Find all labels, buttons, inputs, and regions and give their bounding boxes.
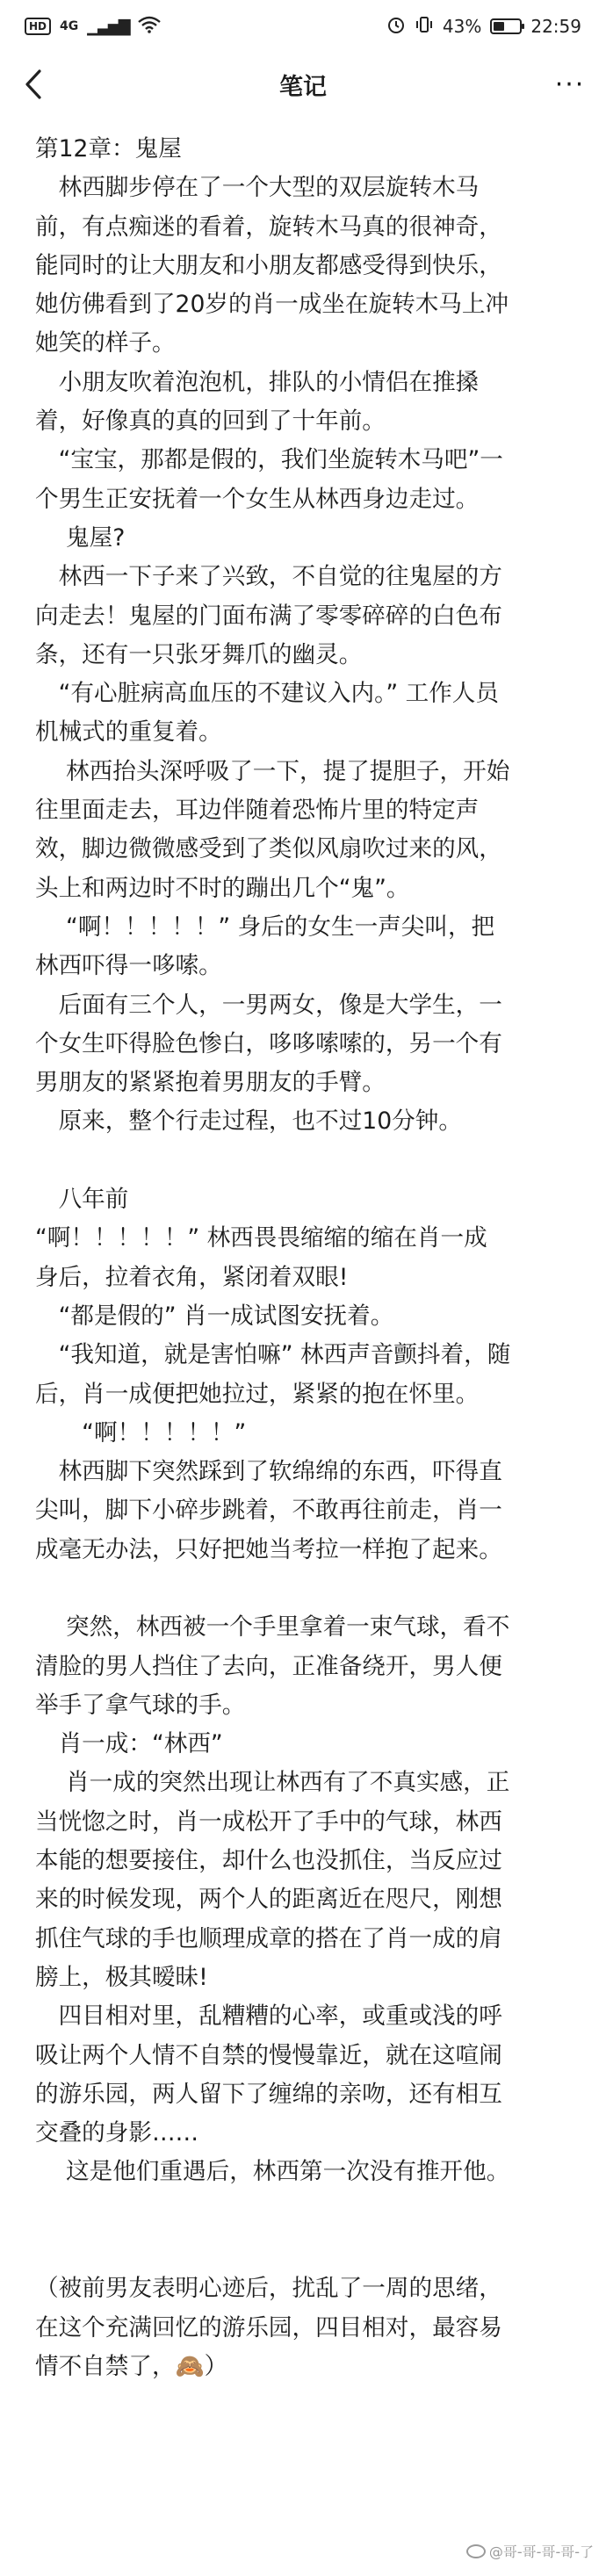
note-line: “都是假的” 肖一成试图安抚着。 — [35, 1302, 394, 1330]
status-left — [25, 16, 161, 38]
note-line: 膀上，极其暧昧! — [35, 1963, 208, 1991]
note-line: 当恍惚之时，肖一成松开了手中的气球，林西 — [35, 1808, 502, 1836]
note-line: 尖叫，脚下小碎步跳着，不敢再往前走，肖一 — [35, 1497, 502, 1525]
note-line: 肖一成：“林西” — [35, 1730, 223, 1758]
signal-icon: ▁▃▅▇ — [87, 17, 129, 36]
wifi-icon — [138, 16, 161, 38]
note-line: 突然，林西被一个手里拿着一束气球，看不 — [35, 1613, 510, 1642]
note-line: 林西脚步停在了一个大型的双层旋转木马 — [35, 174, 480, 202]
battery-level-fill — [494, 22, 504, 31]
note-line: 小朋友吹着泡泡机，排队的小情侣在推搡 — [35, 368, 480, 396]
note-line: 八年前 — [35, 1186, 129, 1214]
carrier-badge: HD — [25, 18, 51, 35]
note-line: “有心脏病高血压的不建议入内。” 工作人员 — [35, 680, 499, 708]
note-line: 交叠的身影…… — [35, 2119, 199, 2147]
note-line: “啊！！！！！” — [35, 1418, 247, 1447]
note-line: 她仿佛看到了20岁的肖一成坐在旋转木马上冲 — [35, 291, 509, 319]
note-line: 向走去！鬼屋的门面布满了零零碎碎的白色布 — [35, 602, 502, 630]
note-line: 她笑的样子。 — [35, 329, 176, 357]
watermark — [466, 2541, 594, 2561]
note-line: 林西一下子来了兴致，不自觉的往鬼屋的方 — [35, 563, 502, 591]
note-line — [35, 1569, 581, 1608]
note-line: 成毫无办法，只好把她当考拉一样抱了起来。 — [35, 1535, 502, 1563]
note-line: 着，好像真的真的回到了十年前。 — [35, 408, 386, 436]
note-line: 林西吓得一哆嗦。 — [35, 952, 222, 980]
note-line: “我知道，就是害怕嘛” 林西声音颤抖着，随 — [35, 1341, 511, 1369]
note-line: 机械式的重复着。 — [35, 718, 222, 747]
note-body — [35, 130, 581, 2386]
note-line: 身后，拉着衣角，紧闭着双眼! — [35, 1263, 349, 1291]
note-line — [35, 1142, 581, 1180]
note-line: 举手了拿气球的手。 — [35, 1691, 246, 1719]
note-line: “啊！！！！！” 林西畏畏缩缩的缩在肖一成 — [35, 1224, 487, 1252]
note-line: 个男生正安抚着一个女生从林西身边走过。 — [35, 485, 480, 513]
note-line: 情不自禁了，🙈） — [35, 2352, 228, 2380]
note-line: 抓住气球的手也顺理成章的搭在了肖一成的肩 — [35, 1924, 502, 1952]
status-bar — [0, 0, 606, 53]
note-line: 前，有点痴迷的看着，旋转木马真的很神奇， — [35, 213, 502, 241]
note-line: 后，肖一成便把她拉过，紧紧的抱在怀里。 — [35, 1380, 480, 1408]
vibrate-icon — [415, 15, 434, 39]
note-line: 来的时候发现，两个人的距离近在咫尺，刚想 — [35, 1886, 502, 1914]
note-line: 第12章：鬼屋 — [35, 135, 182, 162]
note-line: 林西抬头深呼吸了一下，提了提胆子，开始 — [35, 757, 510, 785]
more-horizontal-icon[interactable]: ··· — [554, 69, 586, 100]
note-line: 效，脚边微微感受到了类似风扇吹过来的风， — [35, 835, 502, 863]
note-line: 清脸的男人挡住了去向，正准备绕开，男人便 — [35, 1652, 502, 1680]
watermark-text: @哥-哥-哥-哥-了 — [488, 2544, 594, 2560]
note-line: 男朋友的紧紧抱着男朋友的手臂。 — [35, 1069, 386, 1097]
note-line: 头上和两边时不时的蹦出几个“鬼”。 — [35, 874, 410, 902]
note-line — [35, 2231, 581, 2269]
weibo-logo-icon — [466, 2544, 486, 2558]
battery-percent: 43% — [442, 16, 482, 37]
page-title: 笔记 — [279, 73, 327, 101]
note-line: 四目相对里，乱糟糟的心率，或重或浅的呼 — [35, 2002, 502, 2031]
note-line: 鬼屋? — [35, 523, 126, 552]
note-line: 在这个充满回忆的游乐园，四目相对，最容易 — [35, 2313, 502, 2341]
note-line: 林西脚下突然踩到了软绵绵的东西，吓得直 — [35, 1458, 502, 1486]
note-line: 这是他们重遇后，林西第一次没有推开他。 — [35, 2158, 510, 2186]
note-line: 能同时的让大朋友和小朋友都感受得到快乐， — [35, 251, 502, 279]
alarm-icon — [386, 15, 406, 39]
nav-bar — [0, 53, 606, 116]
note-line: 的游乐园，两人留下了缠绵的亲吻，还有相互 — [35, 2080, 502, 2108]
note-line: 往里面走去，耳边伴随着恐怖片里的特定声 — [35, 797, 480, 825]
note-line: 后面有三个人，一男两女，像是大学生，一 — [35, 991, 502, 1019]
note-line: 原来，整个行走过程，也不过10分钟。 — [35, 1108, 462, 1136]
note-line: 个女生吓得脸色惨白，哆哆嗦嗦的，另一个有 — [35, 1029, 502, 1057]
note-line: 吸让两个人情不自禁的慢慢靠近，就在这喧闹 — [35, 2041, 502, 2069]
note-line: 肖一成的突然出现让林西有了不真实感，正 — [35, 1769, 510, 1797]
note-line: 本能的想要接住，却什么也没抓住，当反应过 — [35, 1847, 502, 1875]
status-right — [386, 15, 581, 39]
note-line: “宝宝，那都是假的，我们坐旋转木马吧”一 — [35, 446, 503, 474]
note-line — [35, 2192, 581, 2231]
note-line: “啊！！！！！” 身后的女生一声尖叫，把 — [35, 913, 495, 941]
note-line: 条，还有一只张牙舞爪的幽灵。 — [35, 640, 363, 668]
clock-time: 22:59 — [530, 16, 581, 37]
note-line: （被前男友表明心迹后，扰乱了一周的思绪， — [35, 2275, 502, 2303]
chevron-left-icon[interactable] — [14, 65, 53, 104]
battery-icon — [490, 18, 522, 34]
network-type: 4G — [60, 19, 79, 33]
